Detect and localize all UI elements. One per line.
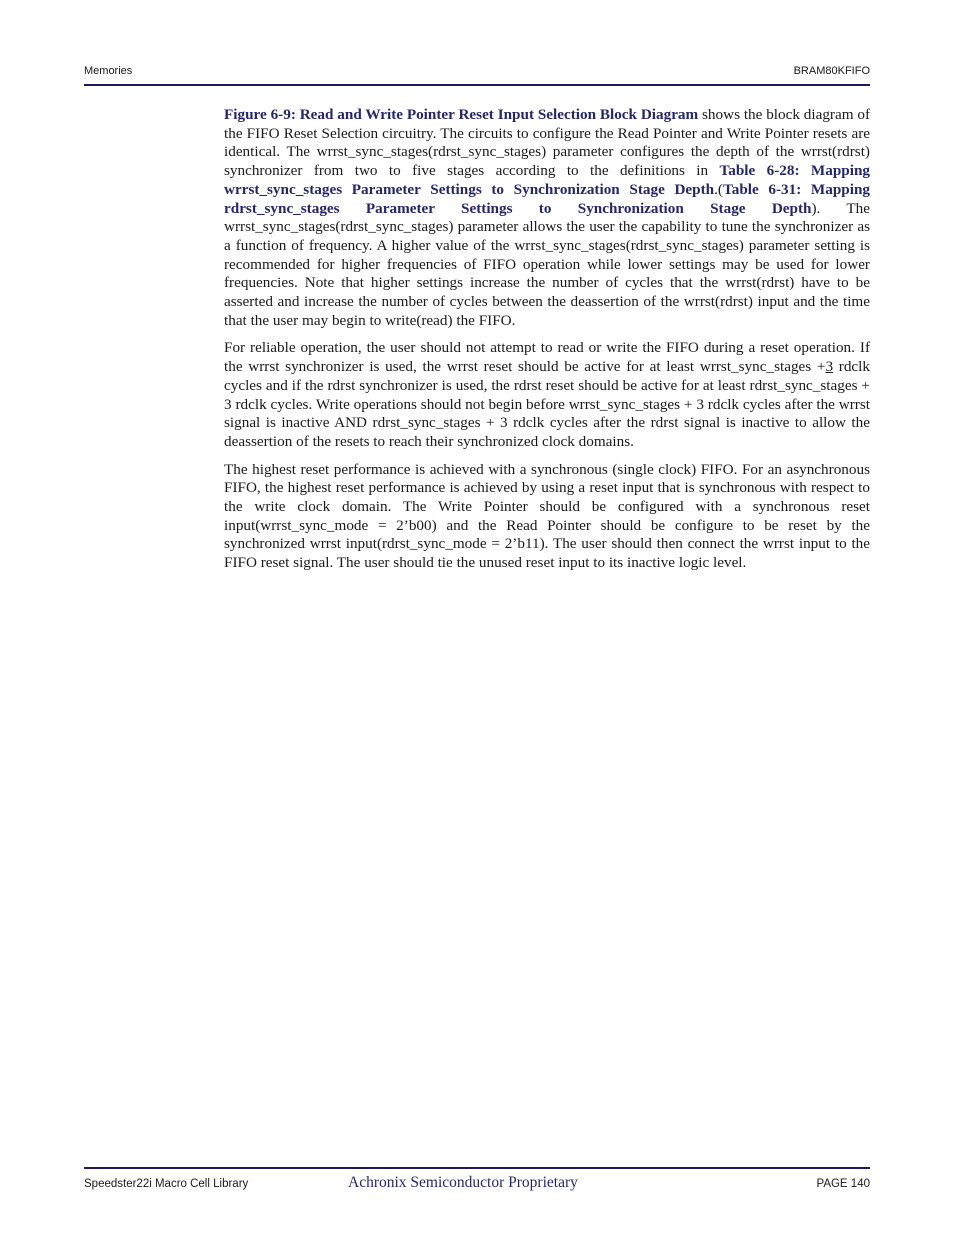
paragraph-text: For reliable operation, the user should not attempt to read or write the FIFO during a reset operation. If the wrrst synchronizer is used, the wrrst reset should be active for at least wrrst_sync_stages +	[224, 339, 870, 376]
page-footer	[84, 1167, 870, 1199]
paragraph-text: ). The wrrst_sync_stages(rdrst_sync_stages) parameter allows the user the capability to tune the synchronizer as a function of frequency. A higher value of the wrrst_sync_stages(rdrst_sync_stages) parameter setting is recommended for higher frequencies of FIFO operation while lower settings may be used for lower frequencies. Note that higher settings increase the number of cycles that the wrrst(rdrst) have to be asserted and increase the number of cycles between the deassertion of the wrrst(rdrst) input and the time that the user may begin to write(read) the FIFO.	[224, 199, 870, 329]
paragraph-reset-selection	[224, 106, 870, 330]
figure-6-9-link[interactable]: Figure 6-9: Read and Write Pointer Reset Input Selection Block Diagram	[224, 106, 699, 123]
table-6-28-link[interactable]: Table 6-28: Mapping wrrst_sync_stages Parameter Settings to Synchronization Stage Depth	[224, 162, 870, 198]
paragraph-text: rdclk cycles and if the rdrst synchronizer is used, the rdrst reset should be active for at least rdrst_sync_stages + 3 rdclk cycles. Write operations should not begin before wrrst_sync_stages + 3 rdclk cycles after the wrrst signal is inactive AND rdrst_sync_stages + 3 rdclk cycles after the rdrst signal is inactive to allow the deassertion of the resets to reach their synchronized clock domains.	[224, 358, 870, 450]
paragraph-text: .(	[714, 180, 723, 198]
underlined-value: 3	[825, 358, 834, 376]
paragraph-reset-performance: The highest reset performance is achieved with a synchronous (single clock) FIFO. For an asynchronous FIFO, the highest reset performance is achieved by using a reset input that is synchronous with respect to the write clock domain. The Write Pointer should be configured with a synchronous reset input(wrrst_sync_mode = 2’b00) and the Read Pointer should be configure to be reset by the synchronized wrrst input(rdrst_sync_mode = 2’b11). The user should then connect the wrrst input to the FIFO reset signal. The user should tie the unused reset input to its inactive logic level.	[224, 460, 870, 572]
body-text	[224, 106, 870, 582]
footer-page-number: PAGE 140	[816, 1178, 870, 1190]
footer-library: Speedster22i Macro Cell Library	[84, 1178, 249, 1190]
table-6-31-link[interactable]: Table 6-31: Mapping rdrst_sync_stages Parameter Settings to Synchronization Stage Depth	[224, 180, 870, 217]
footer-proprietary: Achronix Semiconductor Proprietary	[348, 1174, 578, 1191]
header-section: Memories	[84, 65, 133, 77]
paragraph-reliable-operation	[224, 339, 870, 451]
paragraph-text: shows the block diagram of the FIFO Reset Selection circuitry. The circuits to configure the Read Pointer and Write Pointer resets are identical. The wrrst_sync_stages(rdrst_sync_stages) parameter configures the depth of the wrrst(rdrst) synchronizer from two to five stages according to the definitions in	[224, 106, 871, 180]
page-header	[84, 62, 870, 86]
header-topic: BRAM80KFIFO	[793, 65, 870, 77]
